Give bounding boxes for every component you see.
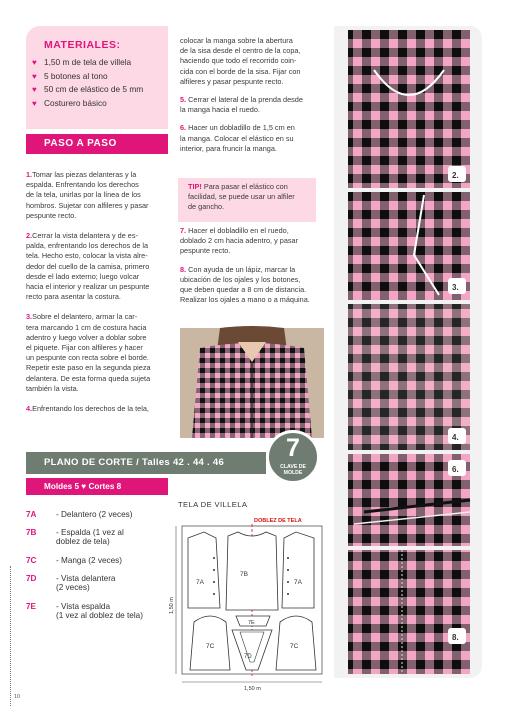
margin-dots <box>10 566 13 706</box>
photo-step-4 <box>348 304 470 450</box>
piece-7b: 7B - Espalda (1 vez al doblez de tela) <box>26 528 124 546</box>
height-label: 1,50 m <box>169 597 175 614</box>
step-4: 4.Enfrentando los derechos de la tela, <box>26 404 149 414</box>
svg-text:2.: 2. <box>452 171 459 180</box>
step-photos <box>344 30 474 675</box>
materials-title: MATERIALES: <box>44 39 121 51</box>
step-4-continued: colocar la manga sobre la abertura de la sisa desde el centro de la copa, haciendo que todo el recorrido coin- cida con el borde de la sisa. Fijar con alfileres y pasar pespunte recto. <box>180 36 301 86</box>
photo-step-2 <box>348 30 470 188</box>
materials-item: ♥ 1,50 m de tela de villela <box>32 56 143 70</box>
step-5: 5. Cerrar el lateral de la prenda desde la manga hacia el ruedo. <box>180 95 303 115</box>
svg-text:3.: 3. <box>452 283 459 292</box>
plano-title: PLANO DE CORTE / Talles 42 . 44 . 46 <box>44 457 225 468</box>
piece-7c: 7C - Manga (2 veces) <box>26 556 122 565</box>
badge-line1: CLAVE DE <box>280 464 306 470</box>
steps-mid2 <box>180 226 325 305</box>
piece-7a-right <box>282 532 314 608</box>
paso-banner <box>26 134 168 154</box>
moldes-text: Moldes 5 ♥ Cortes 8 <box>44 481 122 491</box>
moldes-banner <box>26 478 168 495</box>
doblez-label: DOBLEZ DE TELA <box>254 518 302 524</box>
steps-mid <box>180 36 325 154</box>
step-1: 1.Tomar las piezas delanteras y la espalda. Enfrentando los derechos de la tela, unirlas por la línea de los hombros. Sujetar con alfileres y pasar pespunte recto. <box>26 170 149 220</box>
piece-7a-left <box>188 532 220 608</box>
layout-label: 7E <box>248 620 255 626</box>
page-number: 10 <box>14 694 21 700</box>
layout-label: 7B <box>240 571 248 578</box>
tela-title: TELA DE VILLELA <box>178 500 248 509</box>
layout-label: 7C <box>206 643 215 650</box>
piece-7e: 7E - Vista espalda (1 vez al doblez de tela) <box>26 602 143 620</box>
badge-number: 7 <box>286 434 300 462</box>
clave-molde-badge <box>266 430 320 484</box>
piece-7b <box>226 532 278 610</box>
layout-label: 7A <box>294 579 302 586</box>
step-3: 3.Sobre el delantero, armar la car- tera marcando 1 cm de costura hacia adentro y luego volver a doblar sobre el piquete. Fijar con alfileres y hacer un pespunte con recta sobre el borde. Repetir este paso en la segunda pieza delantera. De esta forma queda sujeta también la vista. <box>26 312 151 393</box>
materials-list <box>32 56 143 110</box>
plano-banner <box>26 452 266 474</box>
steps-left <box>26 170 171 414</box>
layout-label: 7A <box>196 579 204 586</box>
step-8: 8. Con ayuda de un lápiz, marcar la ubicación de los ojales y los botones, que deben quedar a 8 cm de distancia. Realizar los ojales a mano o a máquina. <box>180 264 310 305</box>
layout-label: 7D <box>244 654 252 660</box>
width-label: 1,50 m <box>244 686 261 692</box>
piece-7d: 7D - Vista delantera (2 veces) <box>26 574 116 592</box>
layout-label: 7C <box>290 643 299 650</box>
tip-text: TIP! Para pasar el elástico con facilidad, se puede usar un alfiler de gancho. <box>188 182 295 212</box>
paso-title: PASO A PASO <box>44 138 117 149</box>
badge-line2: MOLDE <box>283 470 303 476</box>
piece-7a: 7A - Delantero (2 veces) <box>26 510 133 519</box>
materials-item: ♥ Costurero básico <box>32 97 143 111</box>
svg-text:6.: 6. <box>452 465 459 474</box>
materials-item: ♥ 5 botones al tono <box>32 70 143 84</box>
photo-step-6 <box>348 454 470 546</box>
photo-step-3 <box>348 192 470 300</box>
svg-text:4.: 4. <box>452 433 459 442</box>
materials-item: ♥ 50 cm de elástico de 5 mm <box>32 83 143 97</box>
photo-step-8 <box>348 550 470 674</box>
step-6: 6. Hacer un dobladillo de 1,5 cm en la manga. Colocar el elástico en su interior, para fruncir la manga. <box>180 123 295 153</box>
cutting-layout-diagram <box>170 524 330 694</box>
model-photo <box>180 328 324 438</box>
step-7: 7. Hacer el dobladillo en el ruedo, doblado 2 cm hacia adentro, y pasar pespunte recto. <box>180 226 299 256</box>
svg-text:8.: 8. <box>452 633 459 642</box>
step-2: 2.Cerrar la vista delantera y de es- palda, enfrentando los derechos de la tela. Hecho esto, colocar la vista alre- dedor del cuello de la camisa, primero desde el lado externo; luego volcar hacia el interior y realizar un pespunte recto para asentar la costura. <box>26 231 150 302</box>
